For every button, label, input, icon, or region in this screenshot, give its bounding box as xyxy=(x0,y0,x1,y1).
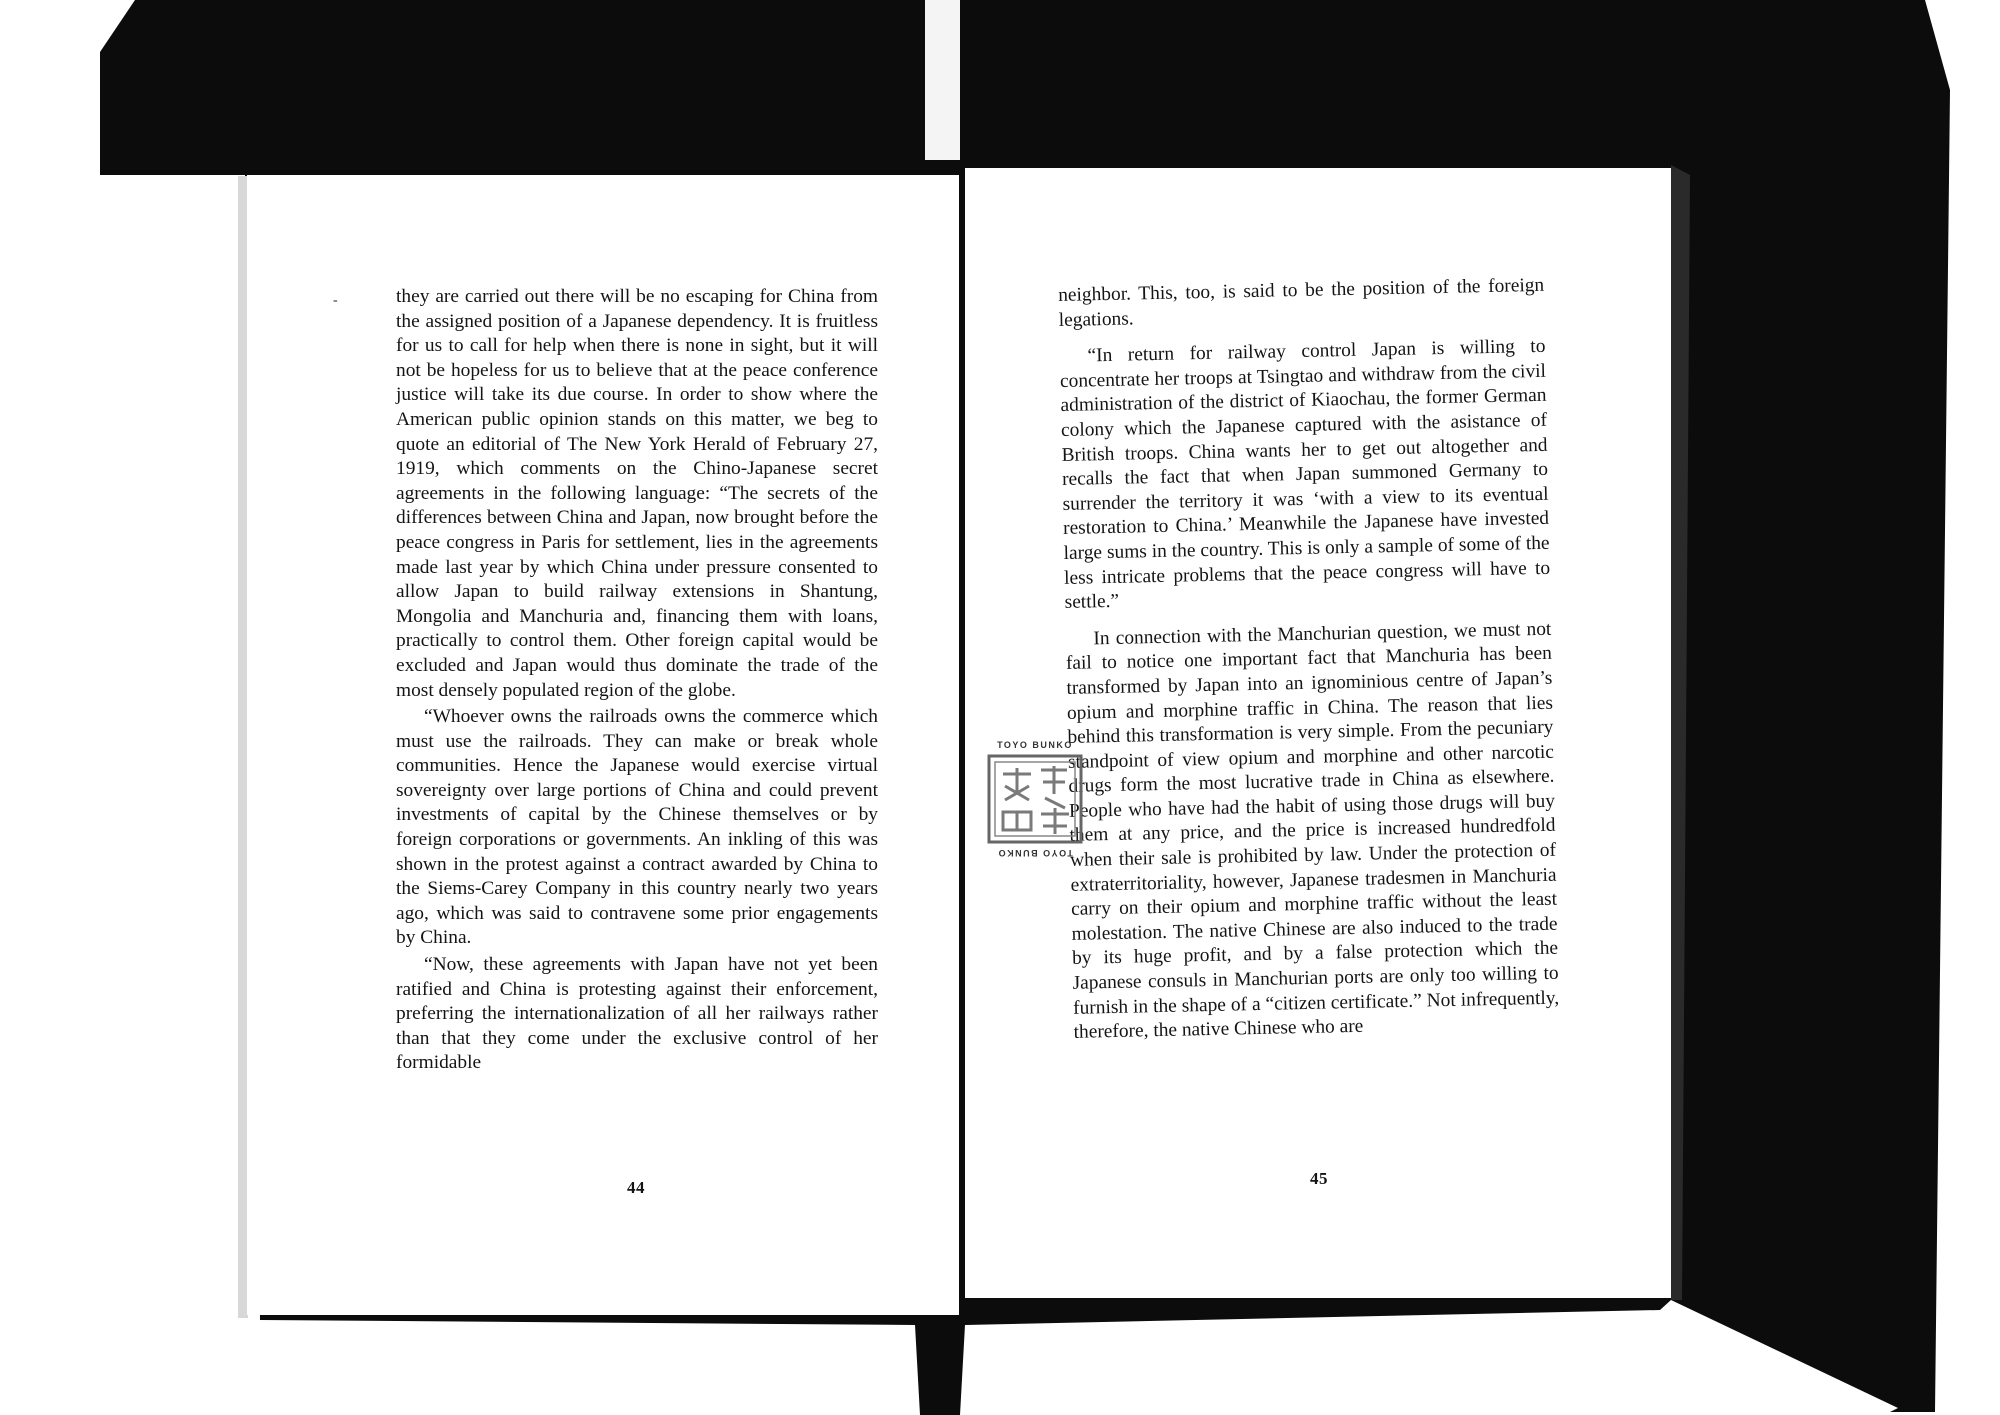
right-page-number: 45 xyxy=(1310,1169,1328,1188)
left-paragraph-2: “Whoever owns the railroads owns the commerce which must use the railroads. They can make or break whole communities. Hence the Japanese would exercise virtual sovereignty over large portions of China and could prevent investments of capital by the Chinese themselves or by foreign corporations or governments. An inkling of this was shown in the protest against a contract awarded by China to the Siems-Carey Company in this country nearly two years ago, which was said to contravene some prior engagements by China. xyxy=(396,706,878,949)
right-paragraph-2: “In return for railway control Japan is willing to concentrate her troops at Tsingtao and withdraw from the civil administration of the district of Kiaochau, the former German colony which the Japanese captured with the asistance of British troops. China wants her to get out altogether and recalls the fact that when Japan summoned Germany to surrender the territory it was ‘with a view to its eventual restoration to China.’ Meanwhile the Japanese have invested large sums in the country. This is only a sample of some of the less intricate problems that the peace congress will have to settle.” xyxy=(1059,335,1551,614)
stamp-label-top: TOYO BUNKO xyxy=(997,740,1073,750)
margin-speck: - xyxy=(333,293,338,308)
right-paragraph-3: In connection with the Manchurian question, we must not fail to notice one important fact that Manchuria has been transformed by Japan into an ignominious centre of Japan’s opium and morphine traffic in China. The reason that lies behind this transformation is very simple. From the pecuniary standpoint of view opium and morphine and other narcotic drugs form the most lucrative trade in China as elsewhere. People who have had the habit of using those drugs will buy them at any price, and the price is increased hundredfold when their sale is prohibited by law. Under the protection of extraterritoriality, however, Japanese tradesmen in Manchuria carry on their opium and morphine traffic without the least molestation. The native Chinese are also induced to the trade by its huge profit, and by a false protection which the Japanese consuls in Manchurian ports are only too willing to furnish in the shape of a “citizen certificate.” Not infrequently, therefore, the native Chinese who are xyxy=(1065,618,1560,1044)
left-paragraph-1: they are carried out there will be no escaping for China from the assigned position of a Japanese dependency. It is fruitless for us to call for help when there is none in sight, but it will not be hopeless for us to believe that at the peace conference justice will take its due course. In order to show where the American public opinion stands on this matter, we beg to quote an editorial of The New York Herald of February 27, 1919, which comments on the Chino-Japanese secret agreements in the following language: “The secrets of the differences between China and Japan, now brought before the peace congress in Paris for settlement, lies in the agreements made last year by which China under pressure consented to allow Japan to build railway extensions in Shantung, Mongolia and Manchuria and, financing them with loans, practically to control them. Other foreign capital would be excluded and Japan would thus dominate the trade of the most densely populated region of the globe. xyxy=(396,286,878,701)
right-page xyxy=(965,168,1671,1298)
library-stamp xyxy=(975,740,1095,860)
spine-gap xyxy=(925,0,960,160)
stamp-seal-icon xyxy=(987,754,1083,844)
left-page-text xyxy=(396,285,878,1078)
right-page-text xyxy=(1058,274,1560,1048)
left-page xyxy=(247,175,959,1315)
left-paragraph-3: “Now, these agreements with Japan have not yet been ratified and China is protesting against their enforcement, preferring the internationalization of all her railways rather than that they come under the exclusive control of her formidable xyxy=(396,954,878,1074)
right-paragraph-1: neighbor. This, too, is said to be the position of the foreign legations. xyxy=(1058,274,1545,331)
left-page-number: 44 xyxy=(627,1178,645,1197)
stamp-label-bottom: TOYO BUNKO xyxy=(997,848,1073,858)
